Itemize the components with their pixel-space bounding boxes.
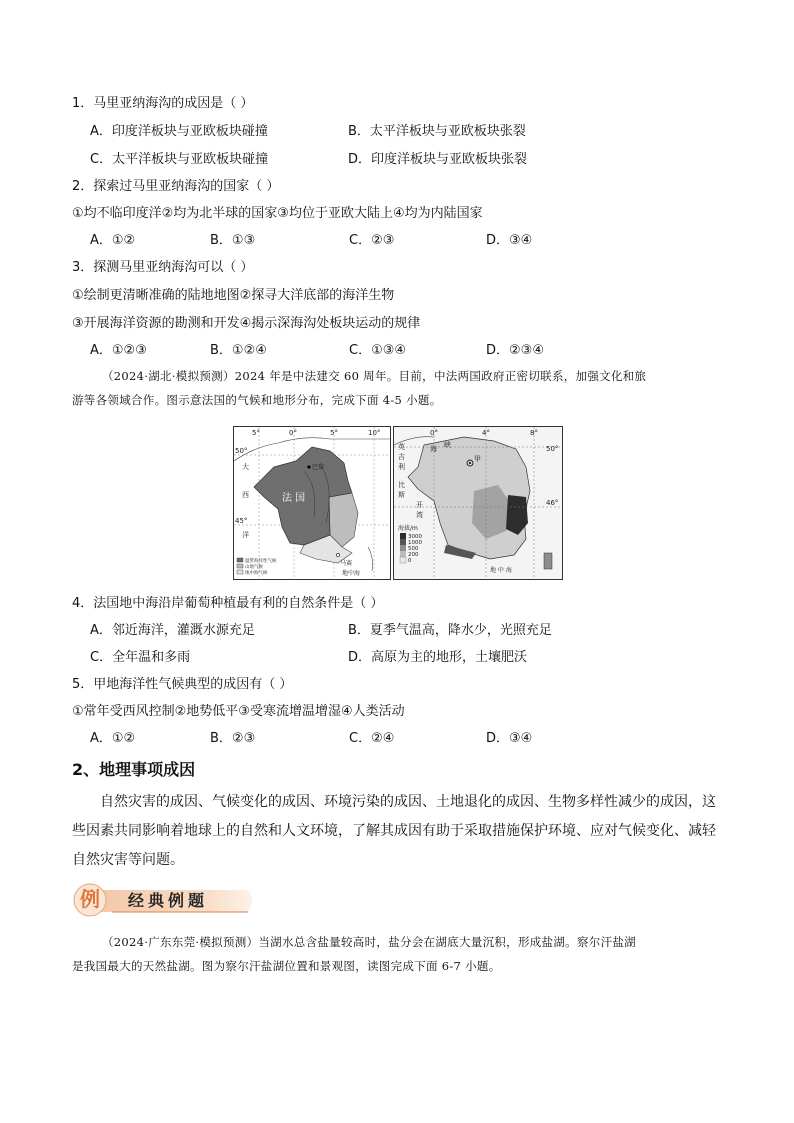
- q4-option-a: A．邻近海洋，灌溉水源充足: [90, 623, 255, 638]
- map-right-legend-3: 200: [408, 552, 419, 558]
- map-right-side-1: 吉: [398, 453, 405, 461]
- map-left-legend-1: 山地气候: [245, 565, 263, 570]
- q5-option-d: D．③④: [486, 731, 533, 746]
- q2-option-c: C．②③: [349, 233, 395, 248]
- map-left-city-paris: 巴黎: [312, 464, 325, 471]
- banner-badge: 例: [80, 887, 100, 911]
- map-left-lon-1: 0°: [289, 429, 297, 437]
- q1-option-c: C．太平洋板块与亚欧板块碰撞: [90, 152, 269, 167]
- map-right-marker: 甲: [474, 455, 481, 463]
- map-right-side-5: 比: [398, 481, 405, 489]
- q3-option-d: D．②③④: [486, 343, 544, 358]
- france-climate-map: [233, 426, 391, 580]
- map-right-side-2: 利: [398, 463, 405, 471]
- intro-6-7: [72, 930, 722, 978]
- q4-option-d: D．高原为主的地形，土壤肥沃: [348, 650, 528, 665]
- q1-stem: 1．马里亚纳海沟的成因是（ ）: [72, 96, 254, 111]
- banner-title: 经典例题: [128, 891, 209, 910]
- q5-statements: ①常年受西风控制②地势低平③受寒流增温增湿④人类活动: [72, 704, 405, 719]
- intro-6-7-line2: 是我国最大的天然盐湖。图为察尔汗盐湖位置和景观图，读图完成下面 6-7 小题。: [72, 959, 501, 973]
- section-2-paragraph: 自然灾害的成因、气候变化的成因、环境污染的成因、土地退化的成因、生物多样性减少的成因，这些因素共同影响着地球上的自然和人文环境，了解其成因有助于采取措施保护环境、应对气候变化、减轻自然灾害等问题。: [72, 794, 716, 868]
- map-left-country: 法 国: [282, 493, 306, 504]
- map-left-ocean-1: 西: [242, 491, 249, 499]
- map-right-legend-0: 3000: [408, 534, 422, 540]
- q1-option-b: B．太平洋板块与亚欧板块张裂: [348, 124, 526, 139]
- map-left-ocean-0: 大: [242, 463, 249, 471]
- intro-4-5: [72, 364, 722, 412]
- q5-option-b: B．②③: [210, 731, 256, 746]
- map-left-lat-1: 45°: [235, 517, 248, 525]
- map-right-sea: 地 中 海: [490, 567, 512, 574]
- q2-option-b: B．①③: [210, 233, 256, 248]
- q3-option-c: C．①③④: [349, 343, 407, 358]
- q5-option-c: C．②④: [349, 731, 395, 746]
- map-right-lat-1: 46°: [546, 499, 559, 507]
- classic-example-banner: [72, 882, 258, 918]
- map-right-side-3: 海: [430, 445, 437, 453]
- map-left-lon-3: 10°: [368, 429, 381, 437]
- section-2-title: 2、地理事项成因: [72, 760, 196, 779]
- map-right-side-0: 英: [398, 443, 405, 451]
- map-left-sea: 地中海: [342, 570, 361, 577]
- map-right-side-8: 湾: [416, 511, 423, 519]
- map-left-lon-2: 5°: [330, 429, 338, 437]
- map-right-side-6: 斯: [398, 491, 405, 499]
- map-left-city-marseille: 马赛: [340, 560, 353, 567]
- map-right-legend-4: 0: [408, 558, 412, 564]
- intro-4-5-line1: （2024·湖北·模拟预测）2024 年是中法建交 60 周年。目前，中法两国政府正密切联系，加强文化和旅: [102, 369, 647, 383]
- q1-option-a: A．印度洋板块与亚欧板块碰撞: [90, 124, 268, 139]
- q3-option-b: B．①②④: [210, 343, 267, 358]
- map-right-legend-title: 海拔/m: [398, 525, 418, 532]
- intro-4-5-line2: 游等各领域合作。图示意法国的气候和地形分布，完成下面 4-5 小题。: [72, 393, 442, 407]
- q3-statements-1: ①绘制更清晰准确的陆地地图②探寻大洋底部的海洋生物: [72, 288, 395, 303]
- q5-option-a: A．①②: [90, 731, 136, 746]
- map-left-ocean-2: 洋: [242, 531, 249, 539]
- map-right-legend-1: 1000: [408, 540, 422, 546]
- q3-stem: 3．探测马里亚纳海沟可以（ ）: [72, 260, 254, 275]
- map-right-side-7: 开: [416, 501, 423, 509]
- map-left-lat-0: 50°: [235, 447, 248, 455]
- france-terrain-map: [393, 426, 563, 580]
- q5-stem: 5．甲地海洋性气候典型的成因有（ ）: [72, 677, 293, 692]
- q3-option-a: A．①②③: [90, 343, 147, 358]
- q4-option-c: C．全年温和多雨: [90, 650, 191, 665]
- q4-stem: 4．法国地中海沿岸葡萄种植最有利的自然条件是（ ）: [72, 596, 384, 611]
- map-right-lon-1: 4°: [482, 429, 490, 437]
- map-left-lon-0: 5°: [252, 429, 260, 437]
- map-right-side-4: 峡: [444, 441, 451, 449]
- map-right-lat-0: 50°: [546, 445, 559, 453]
- q1-option-d: D．印度洋板块与亚欧板块张裂: [348, 152, 528, 167]
- q2-statements: ①均不临印度洋②均为北半球的国家③均位于亚欧大陆上④均为内陆国家: [72, 206, 483, 221]
- q2-option-a: A．①②: [90, 233, 136, 248]
- q3-statements-2: ③开展海洋资源的勘测和开发④揭示深海沟处板块运动的规律: [72, 316, 421, 331]
- q2-option-d: D．③④: [486, 233, 533, 248]
- map-right-lon-2: 8°: [530, 429, 538, 437]
- intro-6-7-line1: （2024·广东东莞·模拟预测）当湖水总含盐量较高时，盐分会在湖底大量沉积，形成盐湖。察尔汗盐湖: [102, 935, 636, 949]
- q2-stem: 2．探索过马里亚纳海沟的国家（ ）: [72, 179, 280, 194]
- q4-option-b: B．夏季气温高，降水少，光照充足: [348, 623, 552, 638]
- map-right-lon-0: 0°: [430, 429, 438, 437]
- map-left-legend-0: 温带海洋性气候: [245, 559, 277, 564]
- map-right-legend-2: 500: [408, 546, 419, 552]
- map-left-legend-2: 地中海气候: [245, 571, 268, 576]
